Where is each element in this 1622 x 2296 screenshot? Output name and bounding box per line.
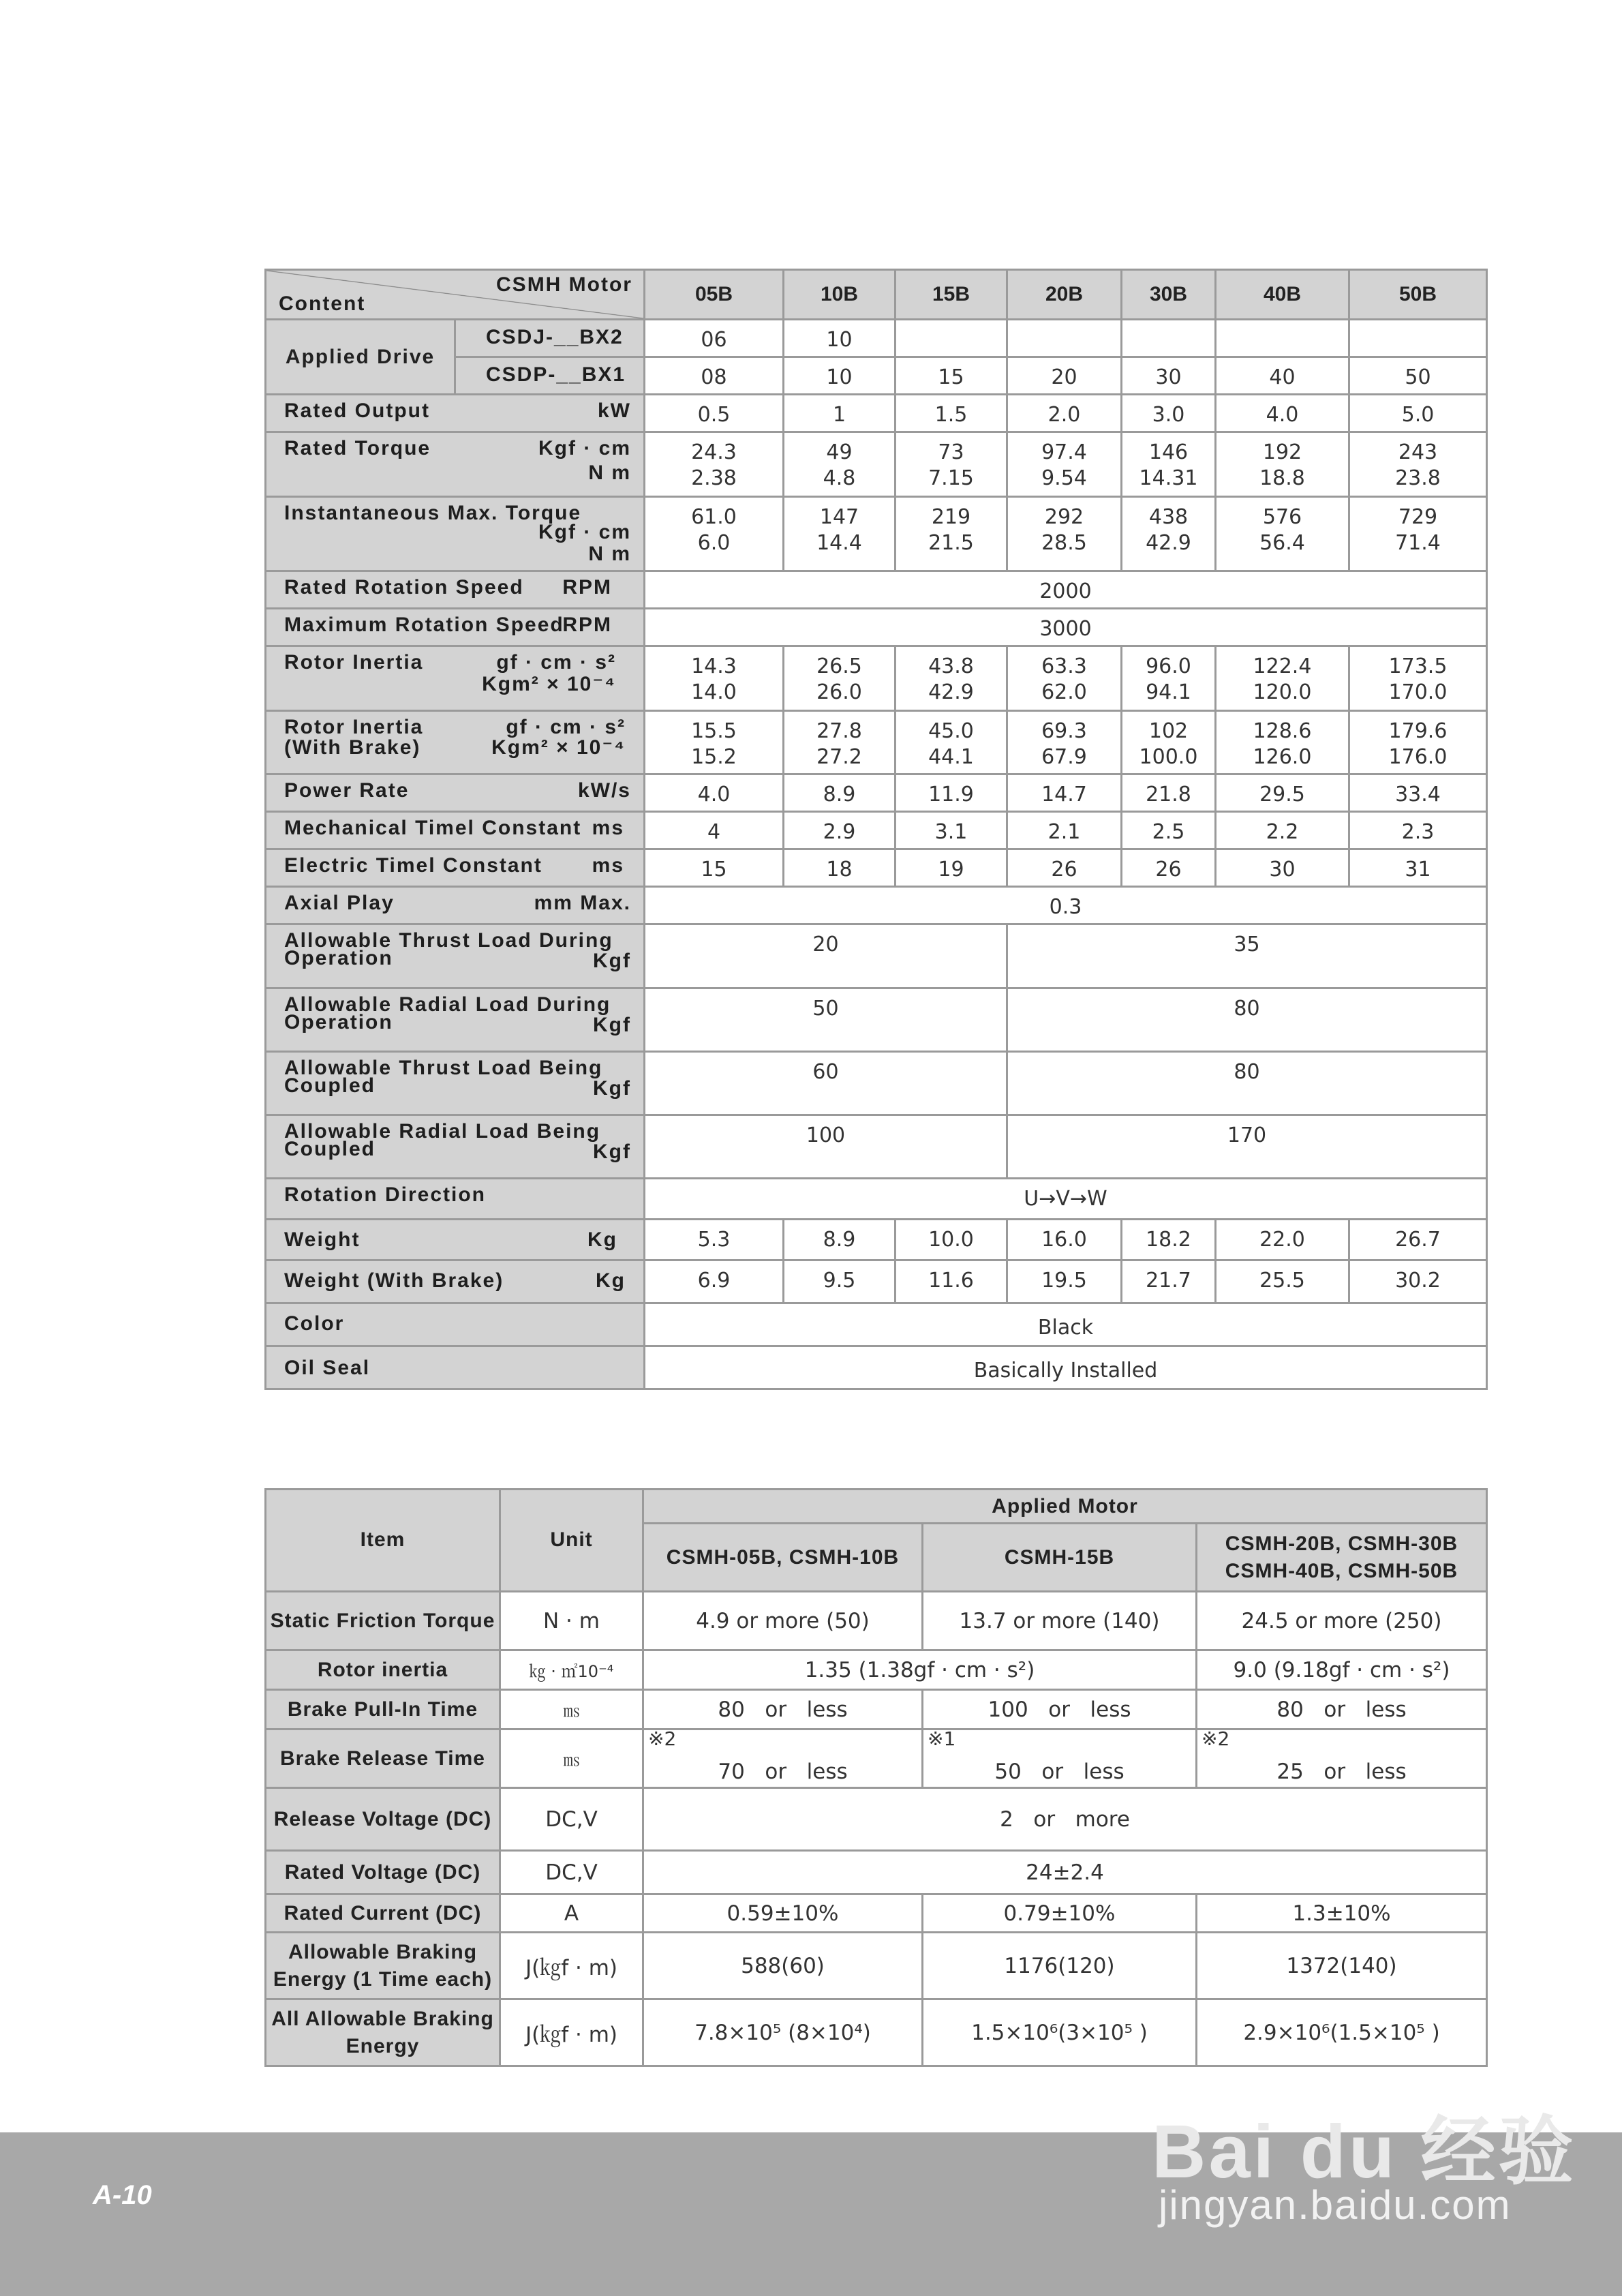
row-unit: ms: [592, 854, 624, 877]
row-label: [266, 1115, 645, 1179]
table-cell: 1.5: [896, 395, 1007, 432]
radial-coupled-row: [266, 1115, 1487, 1179]
table-cell: 1.3±10%: [1197, 1894, 1487, 1933]
table-cell: 11.6: [896, 1260, 1007, 1303]
table-cell: 30: [1216, 849, 1349, 887]
row-unit: Kgf: [593, 1014, 631, 1036]
table-cell: 5.0: [1349, 395, 1487, 432]
row-label: [266, 849, 645, 887]
table-cell: 8.9: [784, 1220, 896, 1260]
static-torque-row: [266, 1592, 1487, 1650]
table-cell: 49 4.8: [784, 432, 896, 497]
row-label: [266, 1052, 645, 1115]
corner-right-label: CSMH Motor: [496, 273, 632, 296]
rotation-dir-row: [266, 1179, 1487, 1220]
mech-time-row: [266, 812, 1487, 849]
row-label: Brake Release Time: [266, 1729, 500, 1788]
row-unit: ㎳: [500, 1690, 643, 1729]
table-cell: 16.0: [1007, 1220, 1122, 1260]
applied-drive-row: [266, 320, 1487, 357]
model-header: 30B: [1122, 270, 1216, 320]
table-cell: 219 21.5: [896, 497, 1007, 571]
table-cell: 80: [1007, 988, 1487, 1052]
color-row: [266, 1303, 1487, 1346]
rated-speed-row: [266, 571, 1487, 609]
row-title: Weight: [284, 1228, 361, 1251]
note-mark: ※2: [648, 1727, 677, 1750]
table-cell: 2.2: [1216, 812, 1349, 849]
row-unit: N m: [588, 543, 631, 565]
row-title: (With Brake): [284, 736, 421, 759]
row-title: Axial Play: [284, 892, 395, 914]
table-cell: 13.7 or more (140): [923, 1592, 1197, 1650]
table-cell: U→V→W: [645, 1179, 1487, 1220]
row-label: [266, 812, 645, 849]
col-header: CSMH-15B: [923, 1524, 1197, 1592]
row-title: Operation: [284, 1011, 393, 1033]
row-title: Rated Output: [284, 399, 430, 422]
table-cell: [1122, 320, 1216, 357]
model-header: 40B: [1216, 270, 1349, 320]
row-unit: J(㎏f · m): [500, 1999, 643, 2066]
table-cell: 2 or more: [643, 1788, 1487, 1851]
table-cell: 588(60): [643, 1933, 923, 1999]
table-cell: 192 18.8: [1216, 432, 1349, 497]
table-cell: 20: [1007, 357, 1122, 395]
table-cell: 96.0 94.1: [1122, 646, 1216, 711]
row-label: Rated Voltage (DC): [266, 1851, 500, 1894]
page-number: A-10: [93, 2180, 152, 2210]
row-unit: J(㎏f · m): [500, 1933, 643, 1999]
csdj-label: CSDJ-__BX2: [455, 320, 645, 357]
table-cell: 9.5: [784, 1260, 896, 1303]
table-cell: 31: [1349, 849, 1487, 887]
table-cell: ※1 50 or less: [923, 1729, 1197, 1788]
row-title: Rotor Inertia: [284, 651, 424, 674]
rated-torque-row: [266, 432, 1487, 497]
row-label: [266, 988, 645, 1052]
row-label: Rotor inertia: [266, 1650, 500, 1690]
rotor-inertia-brake-row: [266, 711, 1487, 774]
corner-cell: [266, 270, 645, 320]
table-cell: 73 7.15: [896, 432, 1007, 497]
table-cell: 45.0 44.1: [896, 711, 1007, 774]
model-header: 10B: [784, 270, 896, 320]
col-header: CSMH-05B, CSMH-10B: [643, 1524, 923, 1592]
row-unit: Kgm² × 10⁻⁴: [482, 673, 616, 695]
table-cell: 80: [1007, 1052, 1487, 1115]
table-cell: 0.5: [645, 395, 784, 432]
table-cell: 0.79±10%: [923, 1894, 1197, 1933]
table-cell: 15: [896, 357, 1007, 395]
row-unit: Kgf · cm: [538, 521, 631, 543]
row-title: Rated Rotation Speed: [284, 576, 524, 599]
table-cell: 438 42.9: [1122, 497, 1216, 571]
table-cell: 0.3: [645, 887, 1487, 924]
row-unit: RPM: [562, 576, 612, 599]
table-cell: 50: [645, 988, 1007, 1052]
table-cell: 2.5: [1122, 812, 1216, 849]
table-cell: 97.4 9.54: [1007, 432, 1122, 497]
row-unit: N · m: [500, 1592, 643, 1650]
table-cell: 24±2.4: [643, 1851, 1487, 1894]
table-cell: 26: [1007, 849, 1122, 887]
row-label: [266, 1179, 645, 1220]
thrust-op-row: [266, 924, 1487, 988]
table-cell: 729 71.4: [1349, 497, 1487, 571]
table-cell: 60: [645, 1052, 1007, 1115]
row-title: Mechanical Timel Constant: [284, 817, 582, 839]
table-cell: 61.0 6.0: [645, 497, 784, 571]
table-cell: Black: [645, 1303, 1487, 1346]
row-title: Allowable Thrust Load During: [284, 929, 613, 952]
table-cell: 100: [645, 1115, 1007, 1179]
table-cell: 26: [1122, 849, 1216, 887]
applied-motor-header: Applied Motor: [643, 1490, 1487, 1524]
max-speed-row: [266, 609, 1487, 646]
table-cell: 18: [784, 849, 896, 887]
radial-op-row: [266, 988, 1487, 1052]
table-cell: 4.0: [1216, 395, 1349, 432]
table-cell: 2.0: [1007, 395, 1122, 432]
table-cell: 576 56.4: [1216, 497, 1349, 571]
table-cell: [1007, 320, 1122, 357]
csdp-label: CSDP-__BX1: [455, 357, 645, 395]
row-unit: mm Max.: [534, 892, 631, 914]
row-label: [266, 774, 645, 812]
table-cell: 3.1: [896, 812, 1007, 849]
row-label: Rated Current (DC): [266, 1894, 500, 1933]
table-cell: 3.0: [1122, 395, 1216, 432]
table-cell: 147 14.4: [784, 497, 896, 571]
table-cell: 50: [1349, 357, 1487, 395]
col-header-line: CSMH-20B, CSMH-30B: [1225, 1532, 1458, 1555]
table-cell: 170: [1007, 1115, 1487, 1179]
table-cell: 80 or less: [1197, 1690, 1487, 1729]
row-unit: N m: [588, 462, 631, 484]
all-braking-energy-row: [266, 1999, 1487, 2066]
item-header: Item: [266, 1490, 500, 1592]
watermark-brand: Bai du 经验: [1152, 2110, 1576, 2194]
row-title: Coupled: [284, 1138, 376, 1160]
row-label: [266, 711, 645, 774]
row-label: Static Friction Torque: [266, 1592, 500, 1650]
braking-energy-row: [266, 1933, 1487, 1999]
table-cell: 0.59±10%: [643, 1894, 923, 1933]
table-cell: 21.7: [1122, 1260, 1216, 1303]
row-title: Allowable Thrust Load Being: [284, 1057, 603, 1079]
table-cell: [896, 320, 1007, 357]
table-cell: 18.2: [1122, 1220, 1216, 1260]
row-label: [266, 887, 645, 924]
release-voltage-row: [266, 1788, 1487, 1851]
table-cell: 292 28.5: [1007, 497, 1122, 571]
table-cell: 2000: [645, 571, 1487, 609]
row-label: [266, 571, 645, 609]
rated-current-row: [266, 1894, 1487, 1933]
table-cell: 2.9: [784, 812, 896, 849]
model-header: 05B: [645, 270, 784, 320]
table-cell: 1.5×10⁶(3×10⁵ ): [923, 1999, 1197, 2066]
release-time-row: [266, 1729, 1487, 1788]
inst-torque-row: [266, 497, 1487, 571]
row-title: Color: [284, 1312, 345, 1335]
table-cell: 4: [645, 812, 784, 849]
table-cell: 9.0 (9.18gf · cm · s²): [1197, 1650, 1487, 1690]
table-cell: 19.5: [1007, 1260, 1122, 1303]
row-unit: Kgf: [593, 950, 631, 972]
table-cell: 243 23.8: [1349, 432, 1487, 497]
row-title: Oil Seal: [284, 1357, 371, 1379]
table-cell: 1: [784, 395, 896, 432]
model-header: 20B: [1007, 270, 1122, 320]
thrust-coupled-row: [266, 1052, 1487, 1115]
row-title: Operation: [284, 947, 393, 969]
table-cell: 35: [1007, 924, 1487, 988]
table-cell: 2.9×10⁶(1.5×10⁵ ): [1197, 1999, 1487, 2066]
table-cell: 1.35 (1.38gf · cm · s²): [643, 1650, 1197, 1690]
applied-drive-label: Applied Drive: [266, 320, 455, 395]
row-unit: gf · cm · s²: [496, 651, 616, 674]
row-unit: DC,V: [500, 1851, 643, 1894]
table-cell: 26.5 26.0: [784, 646, 896, 711]
table-cell: 15: [645, 849, 784, 887]
table-cell: 14.7: [1007, 774, 1122, 812]
row-unit: A: [500, 1894, 643, 1933]
table-cell: 63.3 62.0: [1007, 646, 1122, 711]
row-title: Allowable Radial Load During: [284, 993, 611, 1016]
row-unit: ㎏ · ㎡10⁻⁴: [500, 1650, 643, 1690]
table-cell: 4.0: [645, 774, 784, 812]
note-mark: ※2: [1202, 1727, 1230, 1750]
table-cell: 69.3 67.9: [1007, 711, 1122, 774]
table-cell: 10: [784, 357, 896, 395]
rotor-inertia-row: [266, 646, 1487, 711]
table-cell: [1216, 320, 1349, 357]
row-label: [266, 395, 645, 432]
row-title: Allowable Radial Load Being: [284, 1120, 601, 1143]
axial-play-row: [266, 887, 1487, 924]
table-cell: 102 100.0: [1122, 711, 1216, 774]
unit-header: Unit: [500, 1490, 643, 1592]
col-header-line: CSMH-40B, CSMH-50B: [1225, 1559, 1458, 1582]
row-title: Rotation Direction: [284, 1183, 486, 1206]
table-cell: 20: [645, 924, 1007, 988]
table-cell: 21.8: [1122, 774, 1216, 812]
table-cell: 43.8 42.9: [896, 646, 1007, 711]
row-unit: Kgf: [593, 1141, 631, 1163]
row-unit: gf · cm · s²: [506, 716, 626, 738]
table-cell: 19: [896, 849, 1007, 887]
row-label: [266, 497, 645, 571]
row-unit: Kgm² × 10⁻⁴: [491, 736, 626, 759]
row-label: All Allowable Braking Energy: [266, 1999, 500, 2066]
table-cell: 80 or less: [643, 1690, 923, 1729]
table-cell: ※2 25 or less: [1197, 1729, 1487, 1788]
row-label: [266, 924, 645, 988]
table-cell: 15.5 15.2: [645, 711, 784, 774]
row-label: [266, 432, 645, 497]
table-cell: 173.5 170.0: [1349, 646, 1487, 711]
table-cell: 10.0: [896, 1220, 1007, 1260]
table-cell: Basically Installed: [645, 1346, 1487, 1389]
note-mark: ※1: [928, 1727, 956, 1750]
table-cell: 25.5: [1216, 1260, 1349, 1303]
row-title: Power Rate: [284, 779, 410, 802]
row-label: [266, 1346, 645, 1389]
table-cell: 6.9: [645, 1260, 784, 1303]
table-cell: 2.3: [1349, 812, 1487, 849]
table-cell: 24.3 2.38: [645, 432, 784, 497]
table-cell: 11.9: [896, 774, 1007, 812]
table-cell: 29.5: [1216, 774, 1349, 812]
row-label: [266, 1260, 645, 1303]
row-title: Coupled: [284, 1074, 376, 1097]
row-title: Weight (With Brake): [284, 1269, 504, 1292]
table-cell: 22.0: [1216, 1220, 1349, 1260]
row-label: Brake Pull-In Time: [266, 1690, 500, 1729]
weight-row: [266, 1220, 1487, 1260]
pull-in-row: [266, 1690, 1487, 1729]
table-cell: 2.1: [1007, 812, 1122, 849]
table-cell: 24.5 or more (250): [1197, 1592, 1487, 1650]
table-cell: 40: [1216, 357, 1349, 395]
table-cell: 179.6 176.0: [1349, 711, 1487, 774]
table-cell: 1372(140): [1197, 1933, 1487, 1999]
rotor-inertia-row: [266, 1650, 1487, 1690]
table-cell: 30.2: [1349, 1260, 1487, 1303]
row-label: [266, 609, 645, 646]
row-label: [266, 1220, 645, 1260]
col-header: [1197, 1524, 1487, 1592]
row-title: Rotor Inertia: [284, 716, 424, 738]
row-unit: kW: [598, 399, 631, 422]
table-cell: 1176(120): [923, 1933, 1197, 1999]
table-cell: 146 14.31: [1122, 432, 1216, 497]
row-title: Maximum Rotation Speed: [284, 614, 564, 636]
rated-output-row: [266, 395, 1487, 432]
row-title: Electric Timel Constant: [284, 854, 542, 877]
brake-spec-table: [264, 1488, 1488, 2067]
row-label: [266, 646, 645, 711]
row-label: Release Voltage (DC): [266, 1788, 500, 1851]
table-cell: 100 or less: [923, 1690, 1197, 1729]
row-label: [266, 1303, 645, 1346]
table-cell: 3000: [645, 609, 1487, 646]
table-cell: 33.4: [1349, 774, 1487, 812]
motor-spec-table: [264, 269, 1488, 1390]
table-cell: 06: [645, 320, 784, 357]
row-unit: ㎳: [500, 1729, 643, 1788]
table-cell: 128.6 126.0: [1216, 711, 1349, 774]
table-cell: 10: [784, 320, 896, 357]
model-header: 50B: [1349, 270, 1487, 320]
table-cell: 5.3: [645, 1220, 784, 1260]
row-title: Instantaneous Max. Torque: [284, 502, 582, 524]
oil-seal-row: [266, 1346, 1487, 1389]
watermark-site: jingyan.baidu.com: [1159, 2182, 1512, 2228]
rated-voltage-row: [266, 1851, 1487, 1894]
model-header: 15B: [896, 270, 1007, 320]
table-cell: 122.4 120.0: [1216, 646, 1349, 711]
row-unit: kW/s: [577, 779, 631, 802]
row-unit: Kg: [587, 1228, 617, 1251]
row-label: Allowable Braking Energy (1 Time each): [266, 1933, 500, 1999]
table-cell: 08: [645, 357, 784, 395]
table-cell: ※2 70 or less: [643, 1729, 923, 1788]
corner-left-label: Content: [279, 292, 366, 315]
table-cell: 4.9 or more (50): [643, 1592, 923, 1650]
row-unit: Kgf · cm: [538, 437, 631, 459]
row-unit: ms: [592, 817, 624, 839]
power-rate-row: [266, 774, 1487, 812]
weight-brake-row: [266, 1260, 1487, 1303]
row-title: Rated Torque: [284, 437, 431, 459]
table-cell: 26.7: [1349, 1220, 1487, 1260]
row-unit: Kgf: [593, 1077, 631, 1100]
table-cell: 27.8 27.2: [784, 711, 896, 774]
table-cell: 30: [1122, 357, 1216, 395]
row-unit: DC,V: [500, 1788, 643, 1851]
elec-time-row: [266, 849, 1487, 887]
row-unit: Kg: [596, 1269, 626, 1292]
table-cell: [1349, 320, 1487, 357]
table-cell: 8.9: [784, 774, 896, 812]
header-row: [266, 270, 1487, 320]
table-cell: 7.8×10⁵ (8×10⁴): [643, 1999, 923, 2066]
header-row: [266, 1490, 1487, 1524]
table-cell: 14.3 14.0: [645, 646, 784, 711]
row-unit: RPM: [562, 614, 612, 636]
